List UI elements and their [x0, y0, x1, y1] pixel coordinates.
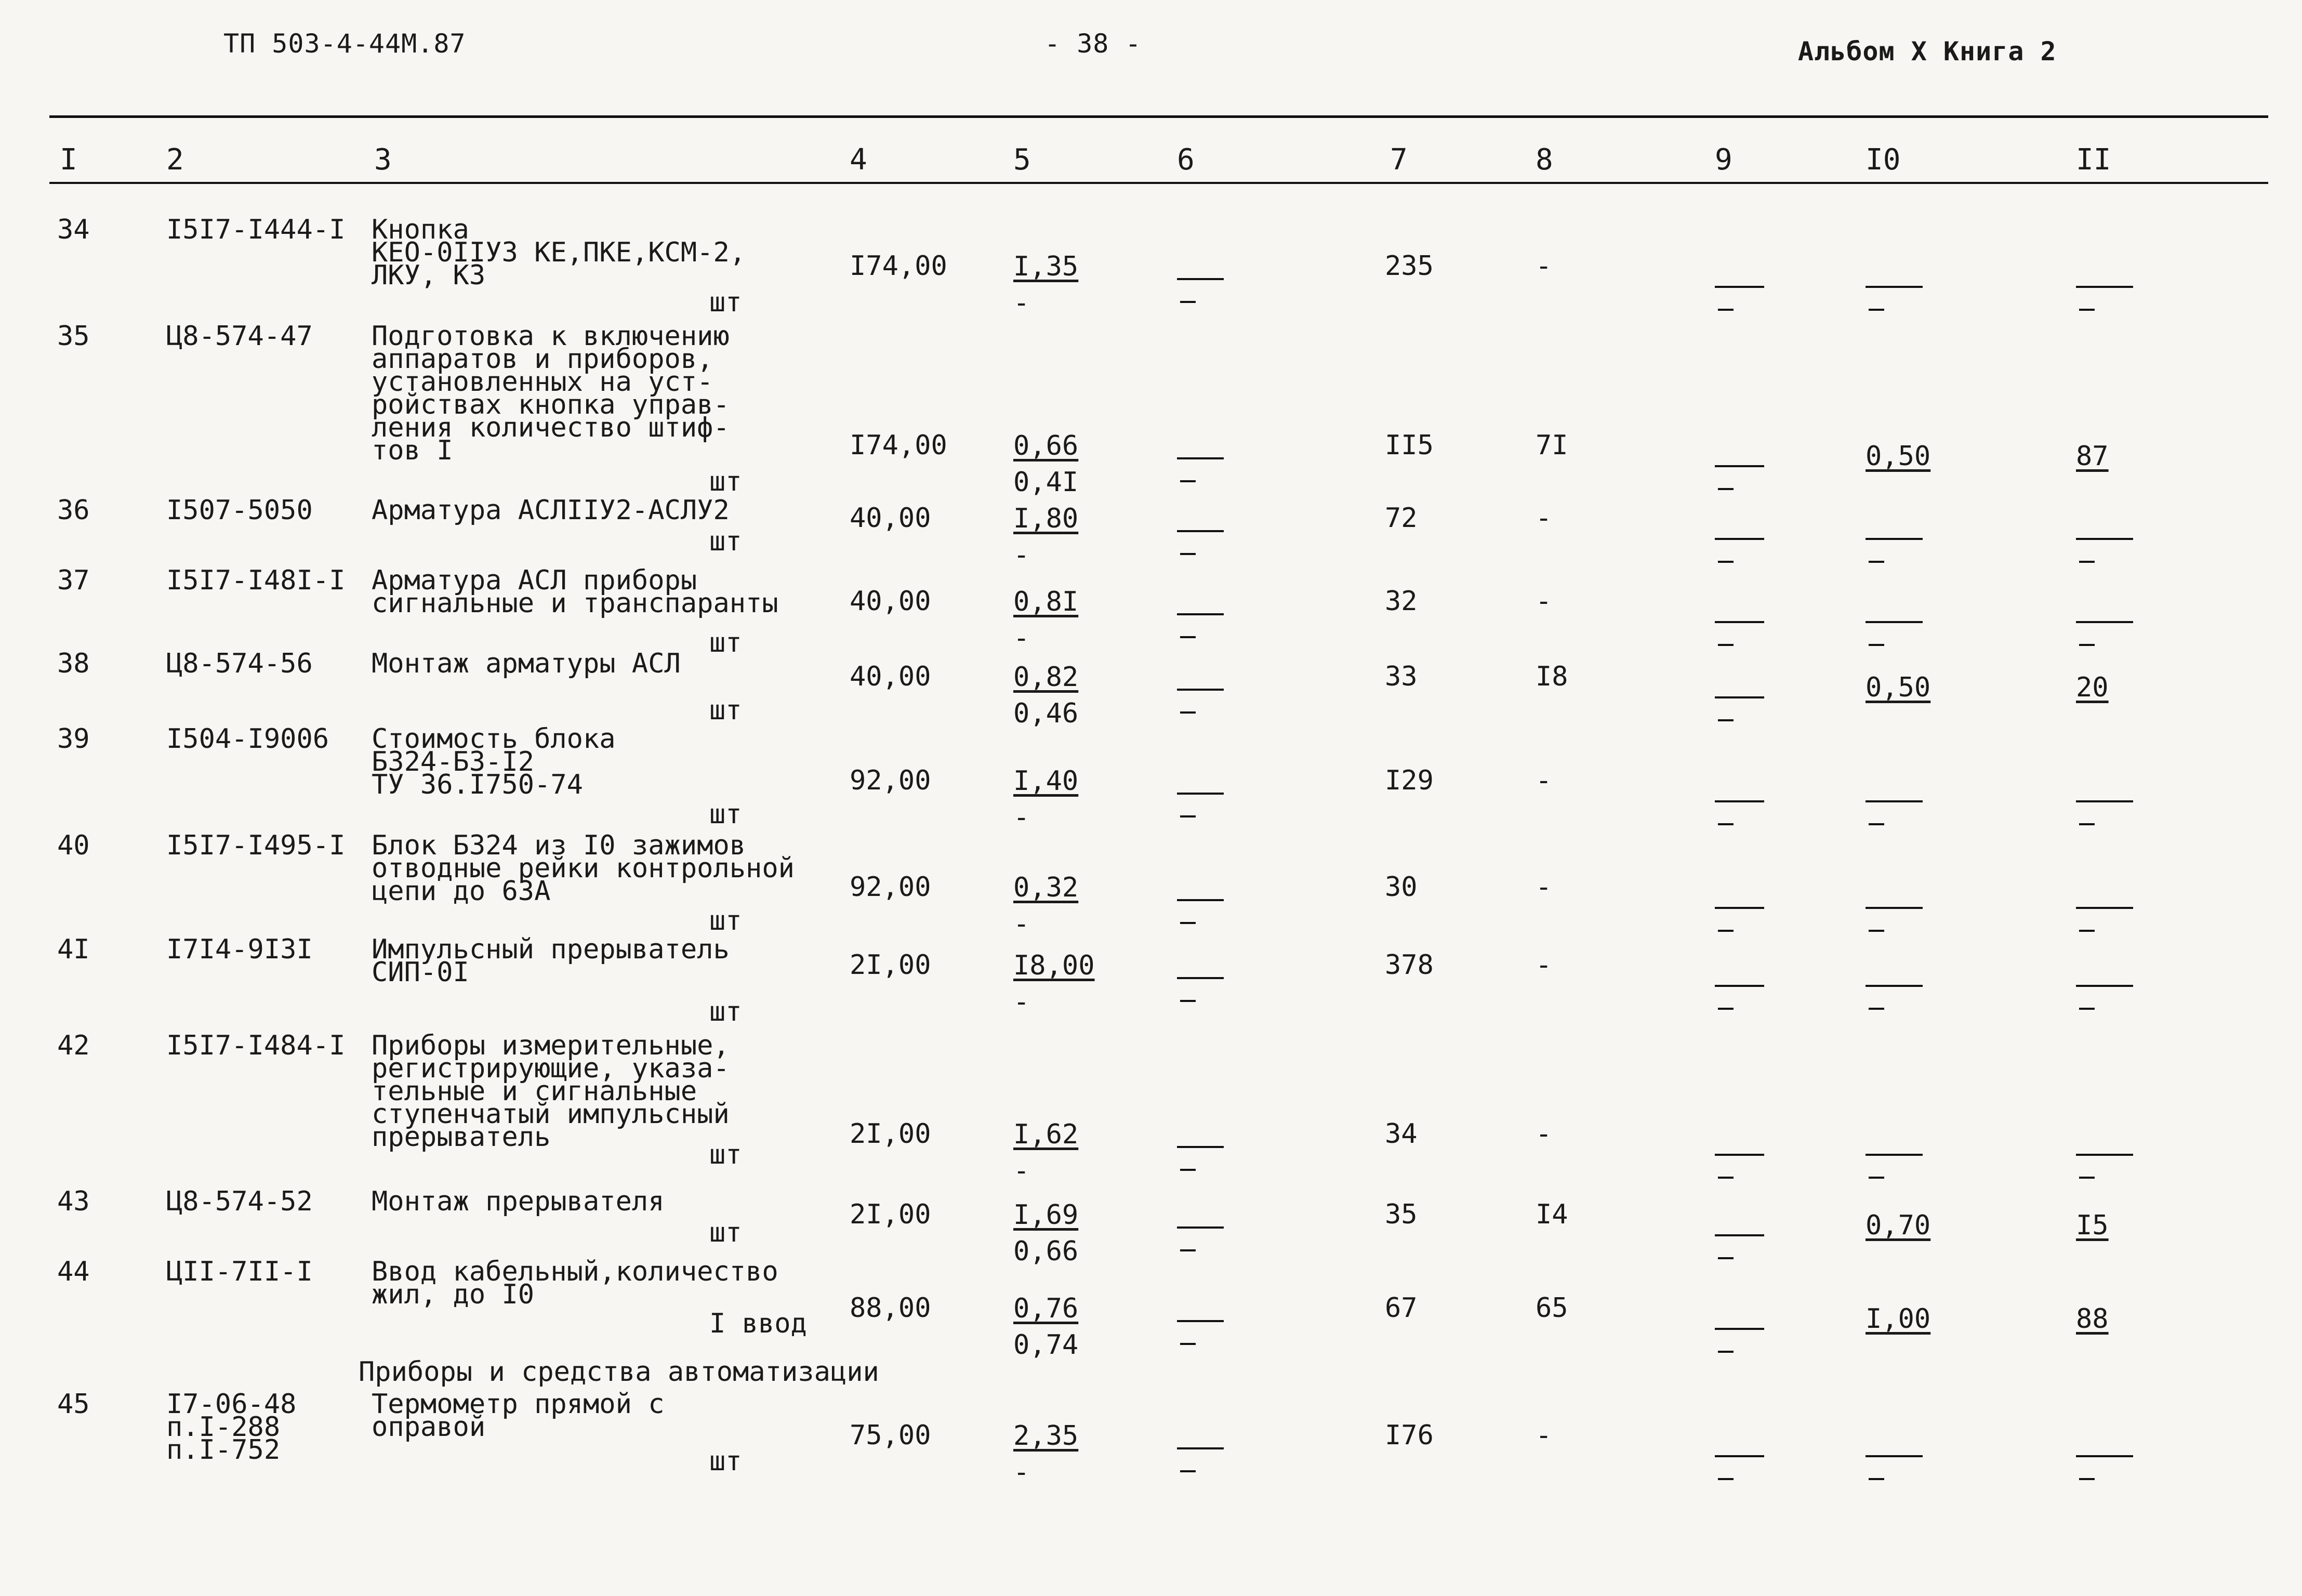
col11-dash [2076, 286, 2133, 311]
col10-fraction [1866, 672, 1931, 736]
col6-dash-bottom [1180, 1470, 1196, 1472]
col9-dash [1715, 696, 1764, 721]
col6-dash [1177, 977, 1224, 1002]
col5-fraction-denominator: - [1013, 1155, 1030, 1186]
row-name: Термометр прямой с оправой [372, 1389, 665, 1443]
row-number: 39 [57, 723, 90, 755]
row-unit: I ввод [709, 1308, 807, 1339]
col11-dash-bottom [2079, 1008, 2095, 1010]
col6-dash [1177, 793, 1224, 817]
col6-dash-top [1177, 613, 1224, 615]
col5-fraction-numerator: 0,32 [1013, 872, 1079, 903]
col5-fraction [1013, 586, 1079, 654]
col10-fraction-denominator [1866, 712, 1930, 736]
row-number: 43 [57, 1186, 90, 1217]
col10-fraction-denominator [1866, 481, 1930, 505]
col9-dash-bottom [1718, 644, 1734, 646]
col5-fraction-numerator: I,69 [1013, 1199, 1079, 1231]
col9-dash-top [1715, 1328, 1764, 1330]
col6-dash-top [1177, 278, 1224, 280]
row-code: I5I7-I48I-I [166, 565, 346, 596]
row-number: 45 [57, 1389, 90, 1420]
col9-dash [1715, 621, 1764, 646]
col10-dash-bottom [1869, 309, 1884, 311]
col10-dash-top [1866, 621, 1923, 623]
col5-fraction [1013, 430, 1079, 498]
col5-fraction-denominator: - [1013, 908, 1030, 940]
col6-dash-bottom [1180, 553, 1196, 555]
col6-dash-top [1177, 1320, 1224, 1322]
row-number: 44 [57, 1256, 90, 1287]
col9-dash-bottom [1718, 823, 1734, 825]
col9-dash-bottom [1718, 488, 1734, 490]
col11-dash-top [2076, 1455, 2133, 1457]
col8-value: I8 [1536, 661, 1568, 692]
col11-fraction [2076, 1210, 2109, 1274]
col7-value: 72 [1385, 503, 1418, 534]
col10-dash-top [1866, 800, 1923, 802]
col10-fraction-denominator [1866, 1250, 1930, 1274]
col8-value: - [1536, 872, 1552, 903]
col-header: 7 [1390, 143, 1408, 177]
col9-dash-bottom [1718, 1478, 1734, 1480]
row-unit: шт [709, 1139, 742, 1170]
col9-dash [1715, 286, 1764, 311]
col5-fraction-numerator: I,62 [1013, 1119, 1079, 1150]
col10-fraction-numerator: 0,50 [1866, 441, 1931, 472]
col-header: I0 [1866, 143, 1901, 177]
col6-dash-bottom [1180, 1000, 1196, 1002]
col7-value: 33 [1385, 661, 1418, 692]
col9-dash [1715, 465, 1764, 490]
col5-fraction-numerator: 0,66 [1013, 430, 1079, 461]
document-code: ТП 503-4-44М.87 [223, 29, 466, 59]
col5-fraction-denominator: - [1013, 986, 1030, 1018]
col10-dash [1866, 621, 1923, 646]
col9-dash-top [1715, 538, 1764, 540]
col5-fraction-numerator: 0,82 [1013, 662, 1079, 693]
col-header: II [2076, 143, 2111, 177]
col6-dash-bottom [1180, 815, 1196, 817]
col6-dash-top [1177, 530, 1224, 532]
col11-dash-top [2076, 800, 2133, 802]
col11-dash-bottom [2079, 1478, 2095, 1480]
col9-dash-bottom [1718, 309, 1734, 311]
col6-dash-top [1177, 977, 1224, 979]
col11-dash [2076, 621, 2133, 646]
col10-dash-top [1866, 1455, 1923, 1457]
col10-dash-top [1866, 1154, 1923, 1156]
col9-dash-top [1715, 800, 1764, 802]
top-rule [49, 115, 2268, 118]
col5-fraction-denominator: - [1013, 287, 1030, 319]
col11-dash-top [2076, 907, 2133, 909]
col-header: 8 [1536, 143, 1553, 177]
col9-dash-top [1715, 1234, 1764, 1236]
row-code: Ц8-574-52 [166, 1186, 313, 1217]
col8-value: - [1536, 1420, 1552, 1451]
col9-dash-top [1715, 621, 1764, 623]
col8-value: - [1536, 503, 1552, 534]
page-number: - 38 - [1044, 29, 1142, 59]
col5-fraction-denominator: - [1013, 1457, 1030, 1488]
col6-dash [1177, 613, 1224, 638]
col11-dash-top [2076, 286, 2133, 288]
section-heading: Приборы и средства автоматизации [359, 1356, 879, 1388]
col6-dash-bottom [1180, 922, 1196, 924]
col5-fraction [1013, 662, 1079, 729]
row-price: 40,00 [850, 503, 931, 534]
col11-dash-bottom [2079, 1177, 2095, 1179]
col9-dash-bottom [1718, 1008, 1734, 1010]
col9-dash-top [1715, 465, 1764, 467]
col6-dash-bottom [1180, 711, 1196, 714]
col11-fraction-numerator: 20 [2076, 672, 2109, 703]
col11-fraction [2076, 441, 2109, 505]
col11-fraction-denominator [2076, 712, 2109, 736]
col-header: I [60, 143, 77, 177]
row-price: 92,00 [850, 765, 931, 796]
col10-dash [1866, 1455, 1923, 1480]
col11-dash [2076, 907, 2133, 932]
col8-value: - [1536, 949, 1552, 981]
col6-dash [1177, 457, 1224, 482]
col10-dash-bottom [1869, 644, 1884, 646]
col-header: 5 [1013, 143, 1031, 177]
row-unit: шт [709, 627, 742, 658]
col10-dash [1866, 907, 1923, 932]
col6-dash [1177, 530, 1224, 555]
col5-fraction-denominator: - [1013, 623, 1030, 654]
col11-fraction [2076, 672, 2109, 736]
col9-dash-top [1715, 1154, 1764, 1156]
col10-dash-top [1866, 286, 1923, 288]
col6-dash-bottom [1180, 301, 1196, 303]
col-header: 2 [166, 143, 184, 177]
col7-value: 378 [1385, 949, 1434, 981]
col10-dash-bottom [1869, 1478, 1884, 1480]
col9-dash [1715, 907, 1764, 932]
col11-dash [2076, 1154, 2133, 1179]
col11-dash [2076, 1455, 2133, 1480]
col7-value: II5 [1385, 430, 1434, 461]
album-label: Альбом Х Книга 2 [1798, 36, 2057, 67]
col9-dash-bottom [1718, 1351, 1734, 1353]
col11-dash-top [2076, 1154, 2133, 1156]
col11-dash-bottom [2079, 309, 2095, 311]
col5-fraction-numerator: I,80 [1013, 503, 1079, 534]
col10-dash-top [1866, 538, 1923, 540]
row-name: Импульсный прерыватель СИП-0I [372, 934, 730, 988]
row-unit: шт [709, 996, 742, 1027]
col11-dash-bottom [2079, 930, 2095, 932]
col10-fraction [1866, 1303, 1931, 1367]
column-header-rule [49, 182, 2268, 184]
row-code: I7I4-9I3I [166, 934, 313, 965]
col11-fraction [2076, 1303, 2109, 1367]
row-code: ЦII-7II-I [166, 1256, 313, 1287]
col9-dash [1715, 985, 1764, 1010]
col7-value: 30 [1385, 872, 1418, 903]
col10-dash-bottom [1869, 1177, 1884, 1179]
row-code: Ц8-574-47 [166, 321, 313, 352]
row-name: Арматура АСЛ приборы сигнальные и транспаранты [372, 565, 778, 619]
col6-dash [1177, 1226, 1224, 1251]
col6-dash-top [1177, 1447, 1224, 1449]
row-number: 37 [57, 565, 90, 596]
row-number: 4I [57, 934, 90, 965]
col6-dash [1177, 1146, 1224, 1171]
row-price: 2I,00 [850, 1118, 931, 1150]
col7-value: 235 [1385, 250, 1434, 282]
col11-dash-top [2076, 538, 2133, 540]
row-unit: шт [709, 1446, 742, 1477]
col7-value: 34 [1385, 1118, 1418, 1150]
row-code: Ц8-574-56 [166, 648, 313, 679]
row-price: I74,00 [850, 430, 947, 461]
col8-value: I4 [1536, 1199, 1568, 1230]
col11-fraction-numerator: 88 [2076, 1303, 2109, 1335]
col9-dash [1715, 538, 1764, 563]
col10-dash [1866, 538, 1923, 563]
col6-dash-bottom [1180, 1169, 1196, 1171]
row-name: Блок Б324 из I0 зажимов отводные рейки контрольной цепи до 63А [372, 830, 795, 907]
row-price: 92,00 [850, 872, 931, 903]
col8-value: - [1536, 250, 1552, 282]
col5-fraction-numerator: I,40 [1013, 766, 1079, 797]
col7-value: 32 [1385, 586, 1418, 617]
col5-fraction [1013, 503, 1079, 571]
col10-dash-bottom [1869, 823, 1884, 825]
col7-value: 35 [1385, 1199, 1418, 1230]
col5-fraction [1013, 766, 1079, 833]
col10-dash-bottom [1869, 1008, 1884, 1010]
col11-dash [2076, 538, 2133, 563]
col9-dash-bottom [1718, 561, 1734, 563]
row-unit: шт [709, 1217, 742, 1248]
col9-dash-bottom [1718, 1177, 1734, 1179]
col6-dash-bottom [1180, 480, 1196, 482]
col-header: 6 [1177, 143, 1195, 177]
col10-fraction-denominator [1866, 1343, 1930, 1367]
row-unit: шт [709, 287, 742, 318]
col5-fraction-numerator: 0,76 [1013, 1293, 1079, 1324]
col9-dash-top [1715, 696, 1764, 698]
row-code: I504-I9006 [166, 723, 329, 755]
col10-dash [1866, 1154, 1923, 1179]
col5-fraction [1013, 1293, 1079, 1361]
col9-dash [1715, 1234, 1764, 1259]
col10-fraction [1866, 1210, 1931, 1274]
col-header: 9 [1715, 143, 1732, 177]
col6-dash [1177, 1447, 1224, 1472]
col-header: 4 [850, 143, 867, 177]
col5-fraction-denominator: - [1013, 802, 1030, 833]
col5-fraction [1013, 1119, 1079, 1186]
row-number: 40 [57, 830, 90, 861]
col5-fraction [1013, 950, 1095, 1018]
col6-dash-bottom [1180, 1249, 1196, 1251]
row-number: 35 [57, 321, 90, 352]
col9-dash-top [1715, 985, 1764, 987]
row-price: 75,00 [850, 1420, 931, 1451]
col11-fraction-numerator: 87 [2076, 441, 2109, 472]
row-price: 2I,00 [850, 1199, 931, 1230]
col11-dash-top [2076, 621, 2133, 623]
col6-dash-top [1177, 457, 1224, 459]
row-price: 40,00 [850, 661, 931, 692]
col8-value: - [1536, 586, 1552, 617]
col9-dash-top [1715, 286, 1764, 288]
col8-value: - [1536, 765, 1552, 796]
col10-fraction-numerator: 0,50 [1866, 672, 1931, 703]
col5-fraction-numerator: I,35 [1013, 251, 1079, 282]
col10-dash-bottom [1869, 930, 1884, 932]
col10-dash-top [1866, 907, 1923, 909]
row-name: Монтаж прерывателя [372, 1186, 665, 1217]
row-price: 88,00 [850, 1292, 931, 1324]
row-code: I5I7-I444-I [166, 214, 346, 245]
col9-dash [1715, 1154, 1764, 1179]
col-header: 3 [374, 143, 392, 177]
col11-fraction-denominator [2076, 1343, 2109, 1367]
col5-fraction-denominator: 0,74 [1013, 1329, 1079, 1361]
col6-dash-top [1177, 793, 1224, 795]
col5-fraction-numerator: 0,8I [1013, 586, 1079, 617]
col7-value: I76 [1385, 1420, 1434, 1451]
col11-dash-bottom [2079, 823, 2095, 825]
col7-value: 67 [1385, 1292, 1418, 1324]
col6-dash [1177, 278, 1224, 303]
col9-dash-bottom [1718, 930, 1734, 932]
col5-fraction-denominator: - [1013, 539, 1030, 571]
row-number: 38 [57, 648, 90, 679]
col11-dash-top [2076, 985, 2133, 987]
col11-fraction-numerator: I5 [2076, 1210, 2109, 1241]
col10-dash [1866, 286, 1923, 311]
col6-dash-top [1177, 689, 1224, 691]
row-code: I507-5050 [166, 495, 313, 526]
row-unit: шт [709, 905, 742, 937]
col5-fraction-denominator: 0,66 [1013, 1236, 1079, 1267]
col10-fraction-numerator: I,00 [1866, 1303, 1931, 1335]
row-number: 36 [57, 495, 90, 526]
col6-dash-top [1177, 899, 1224, 901]
col8-value: 65 [1536, 1292, 1568, 1324]
col10-fraction-numerator: 0,70 [1866, 1210, 1931, 1241]
row-name: Кнопка КЕО-0IIУЗ КЕ,ПКЕ,КСМ-2, ЛКУ, КЗ [372, 214, 746, 291]
row-price: I74,00 [850, 250, 947, 282]
row-number: 34 [57, 214, 90, 245]
col5-fraction-numerator: 2,35 [1013, 1420, 1079, 1452]
row-name: Подготовка к включению аппаратов и приборов, установленных на уст- ройствах кнопка управ- ления количество штиф- тов I [372, 321, 730, 466]
col10-dash-bottom [1869, 561, 1884, 563]
row-number: 42 [57, 1030, 90, 1061]
col5-fraction [1013, 872, 1079, 940]
row-unit: шт [709, 799, 742, 830]
row-code: I5I7-I495-I [166, 830, 346, 861]
col6-dash-bottom [1180, 636, 1196, 638]
col6-dash [1177, 1320, 1224, 1345]
row-name: Арматура АСЛIIУ2-АСЛУ2 [372, 495, 730, 526]
col5-fraction-denominator: 0,46 [1013, 698, 1079, 729]
col5-fraction [1013, 1199, 1079, 1267]
row-unit: шт [709, 466, 742, 497]
col9-dash-top [1715, 1455, 1764, 1457]
col10-fraction [1866, 441, 1931, 505]
col6-dash-top [1177, 1146, 1224, 1148]
col11-dash-bottom [2079, 561, 2095, 563]
row-unit: шт [709, 695, 742, 726]
row-code: I7-06-48 п.I-288 п.I-752 [166, 1389, 297, 1466]
col11-fraction-denominator [2076, 1250, 2109, 1274]
col9-dash [1715, 800, 1764, 825]
row-name: Приборы измерительные, регистрирующие, указа- тельные и сигнальные ступенчатый импульсный прерыватель [372, 1030, 730, 1153]
col9-dash-top [1715, 907, 1764, 909]
col11-fraction-denominator [2076, 481, 2109, 505]
row-name: Стоимость блока Б324-Б3-I2 ТУ 36.I750-74 [372, 723, 616, 800]
col10-dash [1866, 985, 1923, 1010]
col5-fraction-denominator: 0,4I [1013, 467, 1079, 498]
col11-dash [2076, 985, 2133, 1010]
col6-dash-top [1177, 1226, 1224, 1229]
col11-dash [2076, 800, 2133, 825]
row-unit: шт [709, 526, 742, 557]
col10-dash [1866, 800, 1923, 825]
col10-dash-top [1866, 985, 1923, 987]
col9-dash [1715, 1455, 1764, 1480]
col5-fraction-numerator: I8,00 [1013, 950, 1095, 981]
col11-dash-bottom [2079, 644, 2095, 646]
col5-fraction [1013, 1420, 1079, 1488]
row-price: 40,00 [850, 586, 931, 617]
col7-value: I29 [1385, 765, 1434, 796]
col6-dash-bottom [1180, 1343, 1196, 1345]
row-name: Монтаж арматуры АСЛ [372, 648, 681, 679]
col9-dash-bottom [1718, 719, 1734, 721]
col6-dash [1177, 899, 1224, 924]
col9-dash [1715, 1328, 1764, 1353]
row-price: 2I,00 [850, 949, 931, 981]
row-name: Ввод кабельный,количество жил, до I0 [372, 1256, 778, 1310]
col6-dash [1177, 689, 1224, 714]
col5-fraction [1013, 251, 1079, 319]
col8-value: 7I [1536, 430, 1568, 461]
col8-value: - [1536, 1118, 1552, 1150]
row-code: I5I7-I484-I [166, 1030, 346, 1061]
col9-dash-bottom [1718, 1257, 1734, 1259]
